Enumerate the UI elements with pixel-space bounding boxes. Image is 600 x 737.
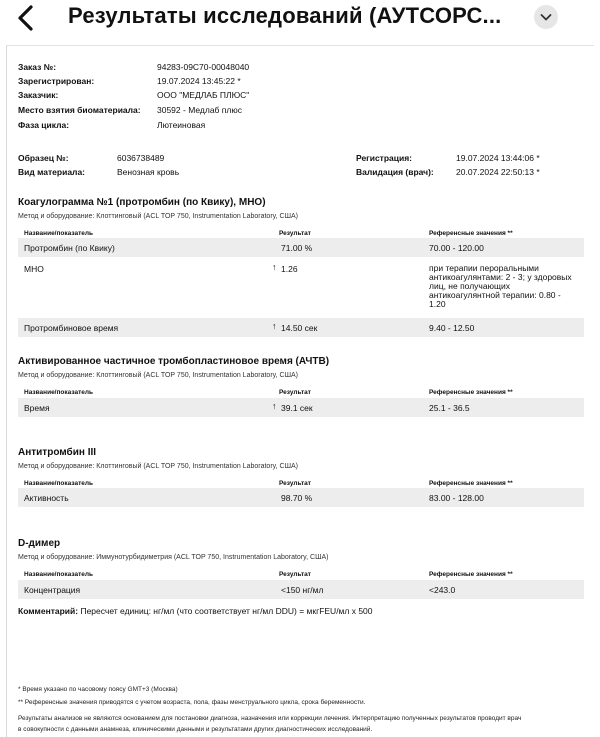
column-header-ref: Референсные значения ** — [429, 571, 513, 578]
row-ref: 83.00 - 128.00 — [429, 493, 484, 503]
page-title: Результаты исследований (АУТСОРС... — [68, 3, 502, 28]
results-document — [6, 45, 594, 737]
column-header-ref: Референсные значения ** — [429, 230, 513, 237]
cycle-phase-label: Фаза цикла: — [18, 120, 70, 130]
row-result: 14.50 сек — [281, 323, 318, 333]
arrow-up-icon: ↑ — [272, 262, 277, 272]
material-value: Венозная кровь — [117, 167, 180, 177]
material-label: Вид материала: — [18, 167, 86, 177]
row-name: Протромбиновое время — [24, 323, 119, 333]
column-header-result: Результат — [279, 480, 311, 487]
column-header-result: Результат — [279, 571, 311, 578]
row-name: Время — [24, 403, 50, 413]
customer-label: Заказчик: — [18, 90, 59, 100]
section-method: Метод и оборудование: Клоттинговый (ACL TOP 750, Instrumentation Laboratory, США) — [18, 463, 298, 470]
disclaimer-line-2: в совокупности с данными анамнеза, клиническими данными и результатами других диагностических исследований. — [18, 726, 373, 733]
customer-value: ООО "МЕДЛАБ ПЛЮС" — [157, 90, 250, 100]
row-name: Концентрация — [24, 585, 81, 595]
row-ref: при терапии пероральными антикоагулянтами: 2 - 3; у здоровых лиц, не получающих антикоагулянтной терапии: 0.80 - 1.20 — [429, 263, 572, 309]
column-header-name: Название/показатель — [24, 389, 94, 396]
row-result: 39.1 сек — [281, 403, 313, 413]
row-name: МНО — [24, 264, 44, 274]
app-header — [0, 0, 600, 40]
registration-label: Регистрация: — [356, 153, 413, 163]
row-ref: 9.40 - 12.50 — [429, 323, 475, 333]
column-header-name: Название/показатель — [24, 571, 94, 578]
section-title: D-димер — [18, 538, 61, 549]
validation-label: Валидация (врач): — [356, 167, 434, 177]
chevron-left-icon — [10, 2, 42, 34]
column-header-result: Результат — [279, 230, 311, 237]
disclaimer-line-1: Результаты анализов не являются основанием для постановки диагноза, назначения или коррекции лечения. Интерпретацию полученных результатов проводит врач — [18, 715, 522, 722]
validation-value: 20.07.2024 22:50:13 * — [456, 167, 540, 177]
row-name: Протромбин (по Квику) — [24, 243, 115, 253]
chevron-down-icon — [534, 5, 558, 29]
comment — [18, 606, 373, 616]
section-title: Коагулограмма №1 (протромбин (по Квику), МНО) — [18, 197, 266, 208]
back-button[interactable] — [10, 2, 42, 34]
comment-label: Комментарий: — [18, 606, 79, 616]
column-header-ref: Референсные значения ** — [429, 389, 513, 396]
column-header-result: Результат — [279, 389, 311, 396]
row-name: Активность — [24, 493, 69, 503]
order-no-value: 94283-09C70-00048040 — [157, 62, 250, 72]
comment-text: Пересчет единиц: нг/мл (что соответствует нг/мл DDU) = мкгFEU/мл х 500 — [80, 606, 373, 616]
registration-value: 19.07.2024 13:44:06 * — [456, 153, 540, 163]
section-method: Метод и оборудование: Клоттинговый (ACL TOP 750, Instrumentation Laboratory, США) — [18, 213, 298, 220]
column-header-ref: Референсные значения ** — [429, 480, 513, 487]
row-result: 98.70 % — [281, 493, 313, 503]
section-title: Антитромбин III — [18, 447, 97, 458]
sample-no-label: Образец №: — [18, 153, 69, 163]
row-ref: 25.1 - 36.5 — [429, 403, 470, 413]
registered-value: 19.07.2024 13:45:22 * — [157, 76, 241, 86]
row-ref: 70.00 - 120.00 — [429, 243, 484, 253]
section-method: Метод и оборудование: Клоттинговый (ACL TOP 750, Instrumentation Laboratory, США) — [18, 372, 298, 379]
row-result: 71.00 % — [281, 243, 313, 253]
title-dropdown-button[interactable] — [534, 5, 558, 29]
arrow-up-icon: ↑ — [272, 401, 277, 411]
sample-no-value: 6036738489 — [117, 153, 165, 163]
row-ref: <243.0 — [429, 585, 456, 595]
section-title: Активированное частичное тромбопластиновое время (АЧТВ) — [18, 356, 330, 367]
row-result: <150 нг/мл — [281, 585, 324, 595]
sampling-site-value: 30592 - Медлаб плюс — [157, 105, 242, 115]
column-header-name: Название/показатель — [24, 230, 94, 237]
section-method: Метод и оборудование: Иммунотурбидиметрия (ACL TOP 750, Instrumentation Laboratory, США) — [18, 554, 329, 561]
sampling-site-label: Место взятия биоматериала: — [18, 105, 141, 115]
order-no-label: Заказ №: — [18, 62, 57, 72]
registered-label: Зарегистрирован: — [18, 76, 95, 86]
arrow-up-icon: ↑ — [272, 321, 277, 331]
footnote-time: * Время указано по часовому поясу GMT+3 (Москва) — [18, 686, 178, 693]
column-header-name: Название/показатель — [24, 480, 94, 487]
row-result: 1.26 — [281, 264, 298, 274]
footnote-ref: ** Референсные значения приводятся с учетом возраста, пола, фазы менструального цикла, срока беременности. — [18, 699, 366, 706]
cycle-phase-value: Лютеиновая — [157, 120, 206, 130]
